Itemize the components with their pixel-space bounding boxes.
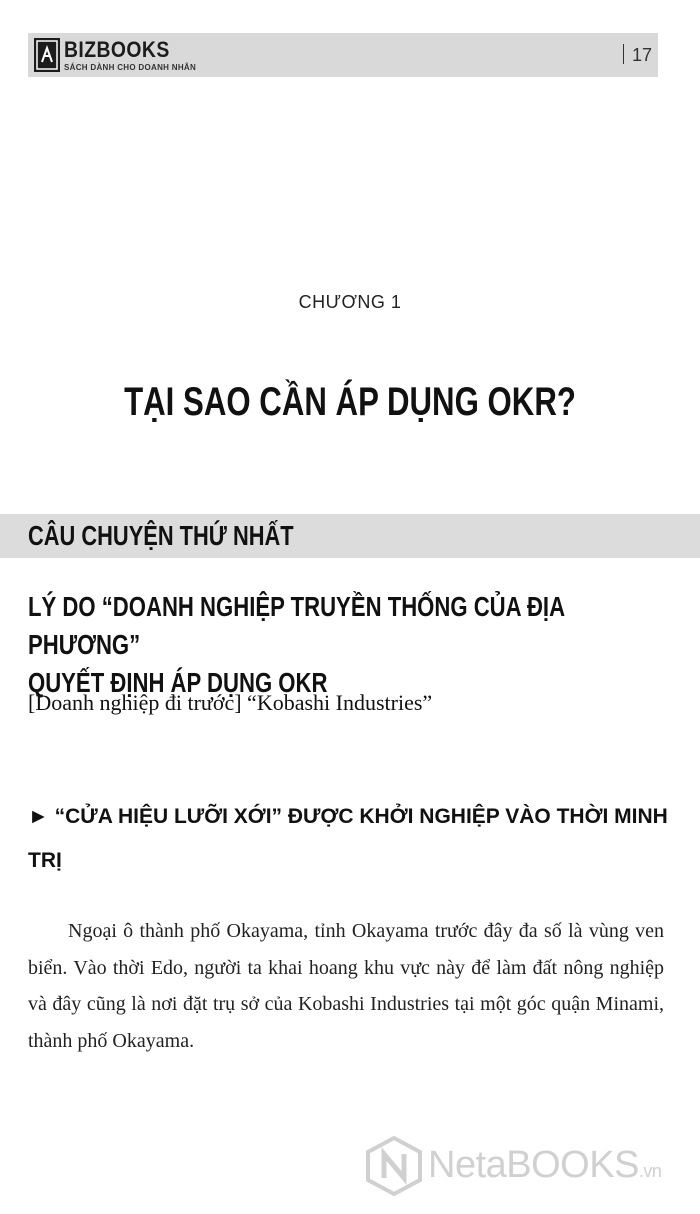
body-paragraph: Ngoại ô thành phố Okayama, tỉnh Okayama trước đây đa số là vùng ven biển. Vào thời Edo, người ta khai hoang khu vực này để làm đất nông nghiệp và đây cũng là nơi đặt trụ sở của Kobashi Industries tại một góc quận Minami, thành phố Okayama.: [28, 920, 664, 1052]
netabooks-watermark: [366, 1136, 696, 1196]
brand-name: BIZBOOKS: [64, 37, 170, 62]
watermark-suffix: .vn: [638, 1161, 662, 1181]
brand-tagline: SÁCH DÀNH CHO DOANH NHÂN: [64, 63, 197, 72]
section-heading: [28, 795, 668, 883]
body-text: [28, 913, 664, 1059]
section-heading-text: “CỬA HIỆU LƯỠI XỚI” ĐƯỢC KHỞI NGHIỆP VÀO THỜI MINH TRỊ: [28, 805, 668, 872]
chapter-label: CHƯƠNG 1: [298, 292, 402, 312]
watermark-text: [428, 1144, 661, 1187]
page-number: [623, 44, 652, 66]
watermark-brand: NetaBOOKS: [428, 1144, 639, 1186]
story-title: [28, 588, 660, 702]
page-number-value: 17: [631, 45, 652, 65]
page-number-divider: [623, 44, 624, 64]
story-title-line-1: LÝ DO “DOANH NGHIỆP TRUYỀN THỐNG CỦA ĐỊA PHƯƠNG”: [28, 591, 565, 660]
bizbooks-logo-icon: [34, 38, 60, 72]
story-byline: [Doanh nghiệp đi trước] “Kobashi Industries”: [28, 690, 433, 715]
story-label: CÂU CHUYỆN THỨ NHẤT: [28, 520, 294, 551]
chapter-title: TẠI SAO CẦN ÁP DỤNG OKR?: [124, 380, 576, 424]
story-title-line-2: QUYẾT ĐỊNH ÁP DỤNG OKR: [28, 667, 328, 698]
netabooks-logo-icon: [366, 1136, 422, 1196]
triangle-bullet-icon: ►: [28, 805, 49, 828]
